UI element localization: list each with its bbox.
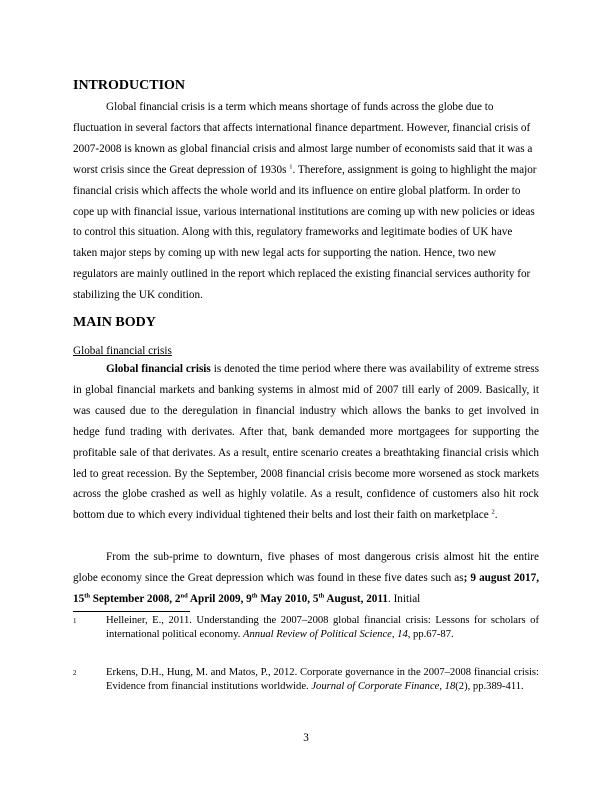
page-number: 3: [303, 732, 309, 744]
footnote-ref-2[interactable]: 2: [491, 508, 495, 516]
citation-separator: ,: [439, 681, 445, 692]
citation-pages: , pp.67-87.: [407, 629, 454, 640]
date-3: April 2009, 9: [187, 592, 252, 605]
main-body-heading: MAIN BODY: [73, 315, 156, 330]
global-crisis-term: Global financial crisis: [106, 363, 211, 375]
period: .: [494, 509, 498, 522]
citation-text: Erkens, D.H., Hung, M. and Matos, P., 2012. Corporate governance in the 2007–2008 financial crisis: Evidence from financial institutions worldwide.: [106, 667, 539, 692]
date-5: August, 2011: [324, 592, 388, 605]
citation-separator: ,: [391, 629, 398, 640]
footnote-text: [106, 666, 539, 694]
footnote-1: [73, 614, 539, 642]
ordinal-suffix: th: [84, 592, 90, 600]
ordinal-suffix: th: [318, 592, 325, 600]
intro-text-part1: Global financial crisis is a term which means shortage of funds across the globe due to fluctuation in several factors that affects international finance department. However, financial crisis of 2007-2008 is known as global financial crisis and almost large number of economists said that it was a worst crisis since the Great depression of 1930s: [73, 101, 533, 176]
phases-paragraph: [73, 547, 539, 610]
footnote-2: [73, 666, 539, 694]
footnote-separator: [73, 611, 190, 612]
date-1: 9 august 2017, 15: [73, 571, 539, 605]
citation-text: Helleiner, E., 2011. Understanding the 2007–2008 global financial crisis: Lessons for scholars of international political economy.: [106, 615, 539, 640]
intro-text-part2: . Therefore, assignment is going to highlight the major financial crisis which affects the whole world and its influence on entire global platform. In order to cope up with financial issue, various international institutions are coming up with new policies or ideas to control this situation. Along with this, regulatory frameworks and legitimate bodies of UK have taken major steps by coming up with new legal acts for supporting the nation. Hence, two new regulators are mainly outlined in the report which replaced the existing financial services authority for stabilizing the UK condition.: [73, 163, 537, 302]
global-crisis-paragraph: [73, 359, 539, 526]
global-financial-crisis-subheading: Global financial crisis: [73, 345, 172, 357]
footnote-number: 2: [73, 669, 77, 677]
journal-volume: 14: [397, 629, 408, 640]
footnote-text: [106, 614, 539, 642]
journal-title: Annual Review of Political Science: [243, 629, 392, 640]
introduction-heading: INTRODUCTION: [73, 78, 186, 93]
phases-text: From the sub-prime to downturn, five phases of most dangerous crisis almost hit the entire globe economy since the Great depression which was found in these five dates such as: [73, 551, 539, 584]
journal-volume: 18: [444, 681, 456, 692]
footnote-number: 1: [73, 617, 77, 625]
phases-text-end: . Initial: [387, 592, 421, 605]
introduction-paragraph: [73, 97, 539, 306]
footnote-ref-1[interactable]: 1: [289, 162, 293, 170]
date-4: May 2010, 5: [257, 592, 319, 605]
global-crisis-text: is denoted the time period where there was availability of extreme stress in global financial markets and banking systems in almost mid of 2007 till early of 2009. Basically, it was caused due to the deregulation in financial industry which allows the banks to get involved in hedge fund trading with derivates. After that, bank demanded more mortgagees for supporting the profitable sale of that derivates. As a result, entire scenario creates a breathtaking financial crisis which led to great recession. By the September, 2008 financial crisis become more worsened as stock markets across the globe crashed as well as highly volatile. As a result, confidence of customers also hit rock bottom due to which every individual tightened their belts and lost their faith on marketplace: [73, 363, 539, 522]
citation-pages: (2), pp.389-411.: [455, 681, 524, 692]
date-2: September 2008, 2: [89, 592, 181, 605]
journal-title: Journal of Corporate Finance: [311, 681, 440, 692]
ordinal-suffix: nd: [180, 592, 188, 600]
ordinal-suffix: th: [251, 592, 258, 600]
semicolon: ;: [463, 571, 471, 584]
